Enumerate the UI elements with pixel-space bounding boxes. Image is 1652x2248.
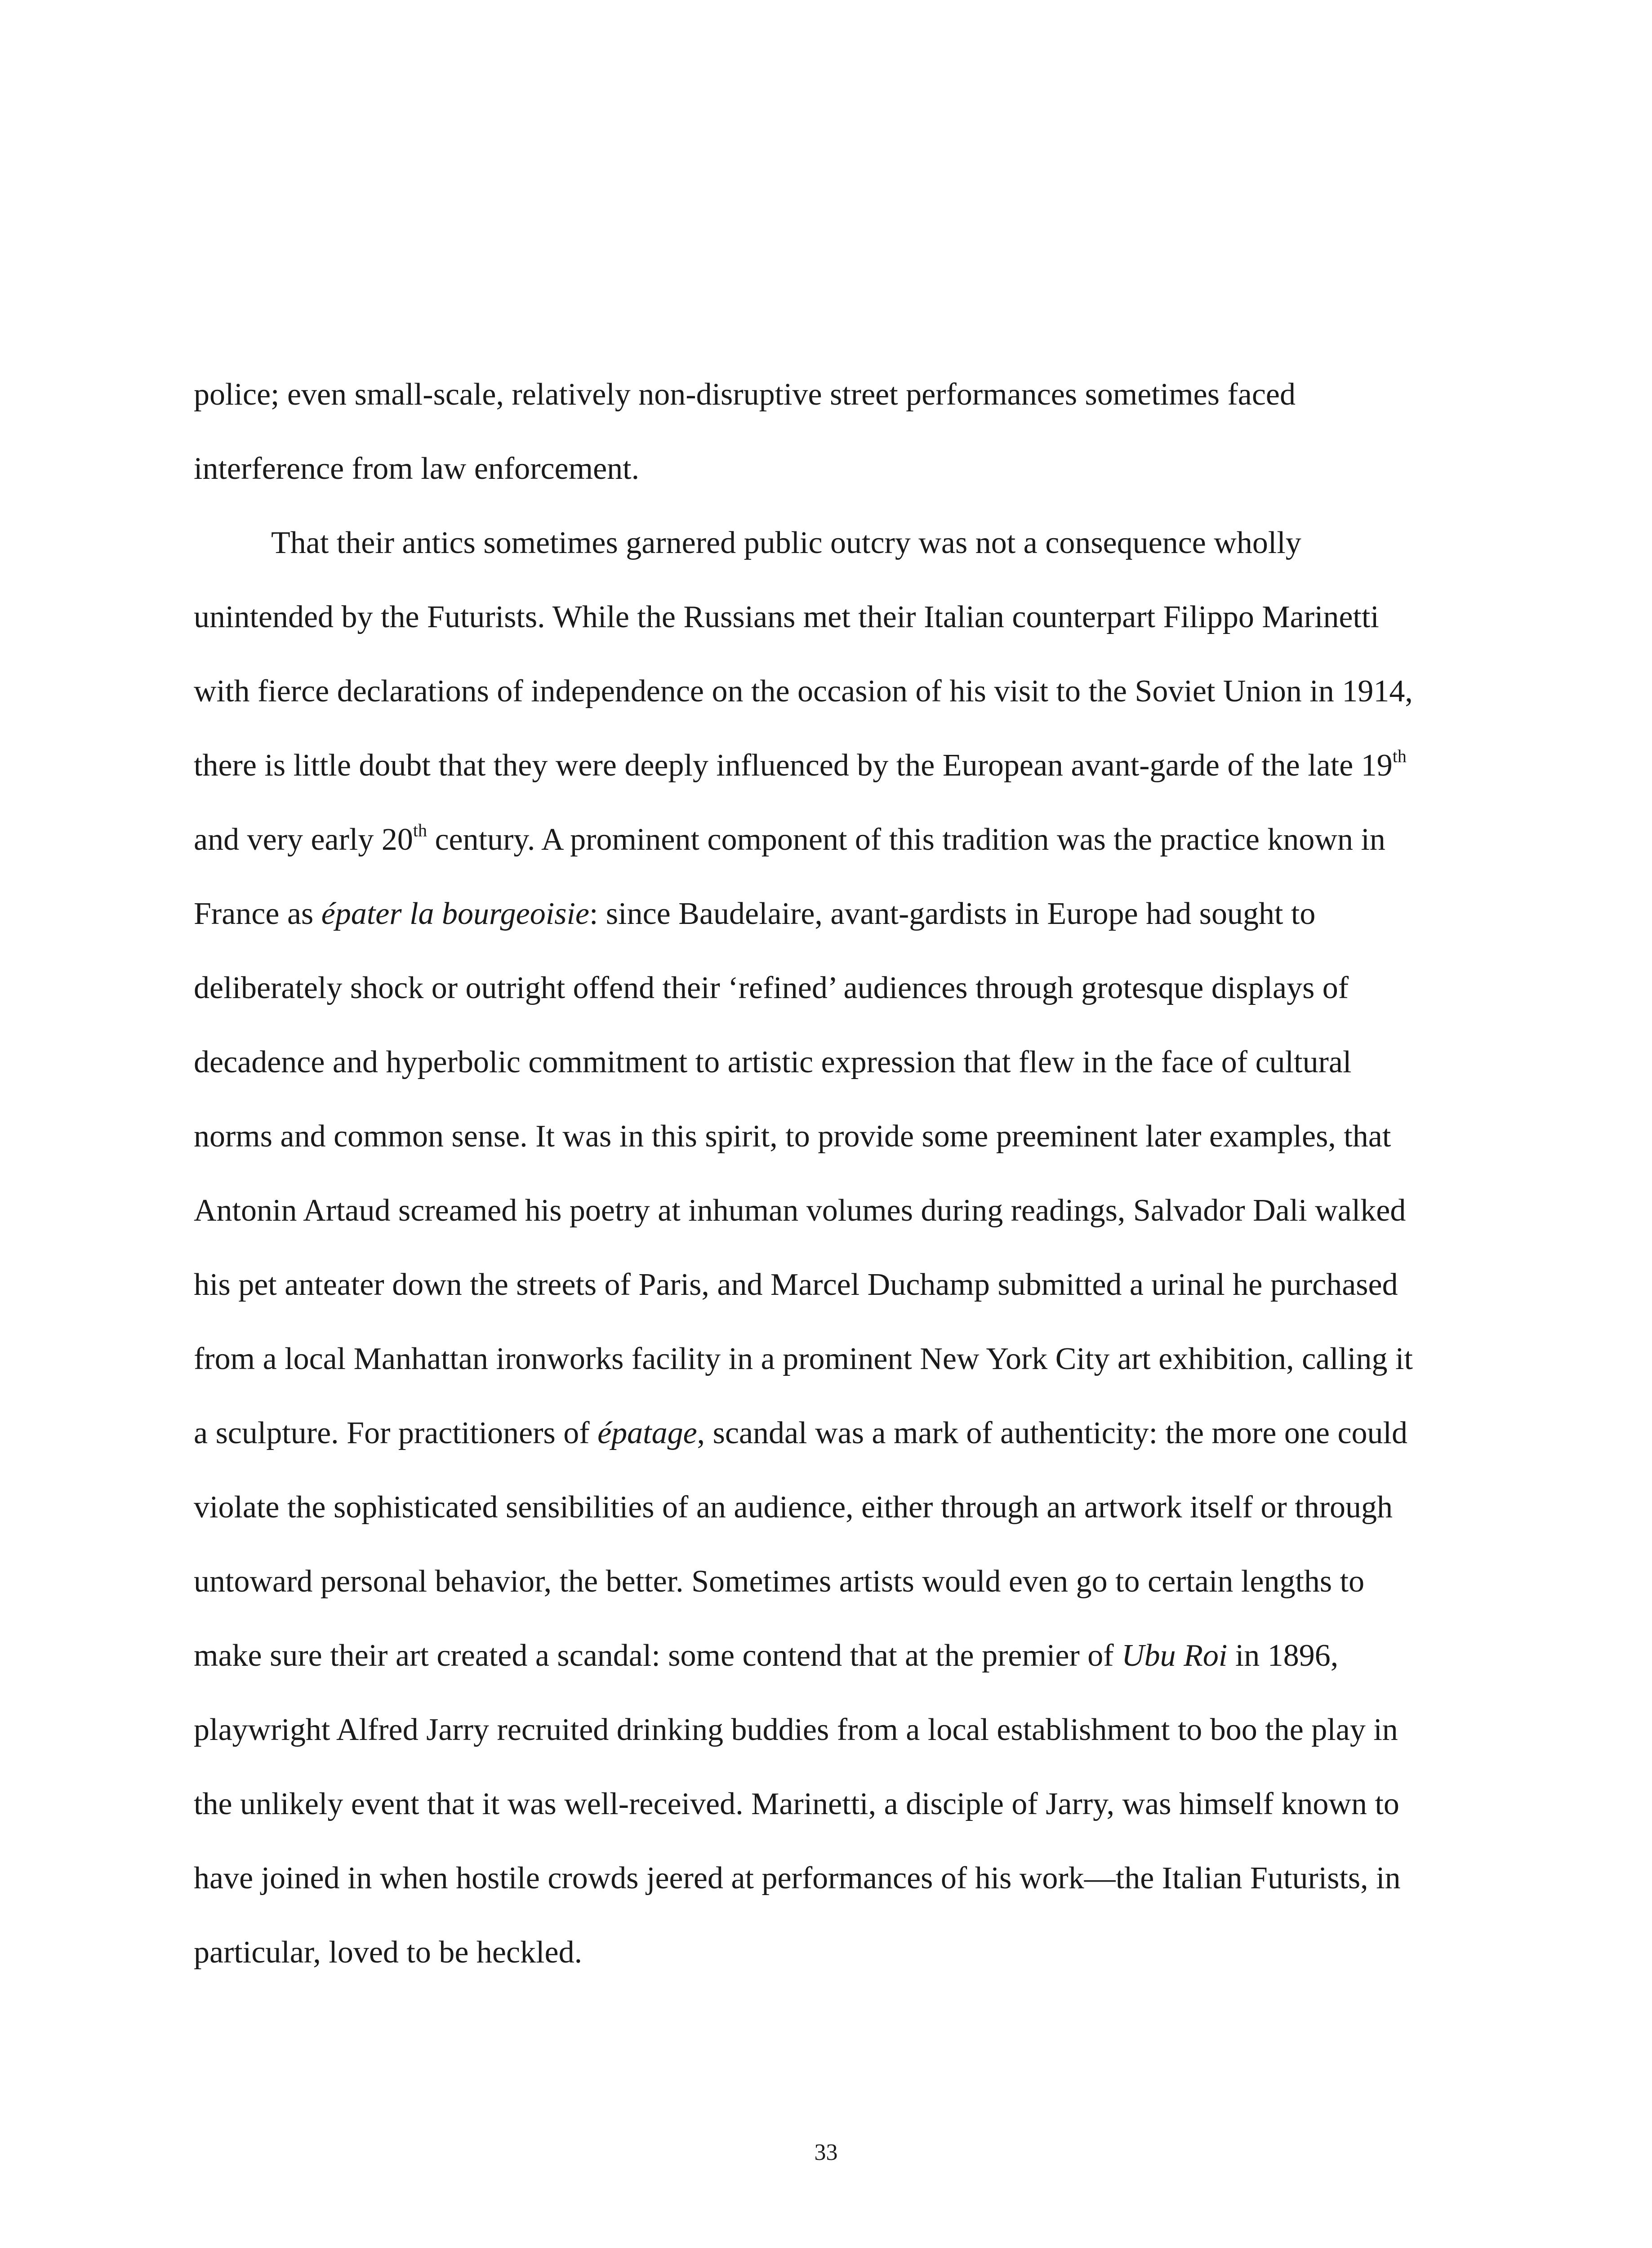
body-text — [194, 357, 1452, 1989]
line-text: have joined in when hostile crowds jeered at performances of his work—the Italian Futurists, in — [194, 1861, 1401, 1896]
text-line — [194, 1841, 1452, 1915]
line-text: : since Baudelaire, avant-gardists in Europe had sought to — [589, 897, 1316, 931]
page-number: 33 — [814, 2140, 838, 2165]
line-text: norms and common sense. It was in this spirit, to provide some preeminent later examples, that — [194, 1119, 1391, 1154]
line-text: from a local Manhattan ironworks facility in a prominent New York City art exhibition, calling it — [194, 1342, 1413, 1376]
text-line — [194, 1248, 1452, 1322]
line-text: unintended by the Futurists. While the Russians met their Italian counterpart Filippo Marinetti — [194, 600, 1379, 634]
text-line — [194, 432, 1452, 506]
text-line — [194, 580, 1452, 654]
line-text: violate the sophisticated sensibilities of an audience, either through an artwork itself or through — [194, 1490, 1393, 1525]
line-text: the unlikely event that it was well-received. Marinetti, a disciple of Jarry, was himself known to — [194, 1787, 1399, 1821]
line-text: That their antics sometimes garnered public outcry was not a consequence wholly — [271, 526, 1301, 560]
text-line — [194, 951, 1452, 1025]
line-text: his pet anteater down the streets of Paris, and Marcel Duchamp submitted a urinal he purchased — [194, 1267, 1398, 1302]
line-text: make sure their art created a scandal: some contend that at the premier of — [194, 1638, 1122, 1673]
text-line — [194, 1915, 1452, 1989]
text-line — [194, 1619, 1452, 1693]
line-text: France as — [194, 897, 321, 931]
text-line — [194, 1693, 1452, 1767]
text-line — [194, 1470, 1452, 1544]
line-text: playwright Alfred Jarry recruited drinking buddies from a local establishment to boo the play in — [194, 1713, 1398, 1747]
line-text: a sculpture. For practitioners of — [194, 1416, 598, 1450]
line-text: in 1896, — [1227, 1638, 1339, 1673]
text-line — [194, 1025, 1452, 1099]
text-line — [194, 357, 1452, 432]
line-text: Antonin Artaud screamed his poetry at inhuman volumes during readings, Salvador Dali walked — [194, 1193, 1406, 1228]
text-line — [194, 1173, 1452, 1248]
text-line — [194, 1099, 1452, 1173]
text-line — [194, 877, 1452, 951]
text-line — [194, 1396, 1452, 1470]
text-line — [194, 654, 1452, 728]
text-line — [194, 728, 1452, 803]
line-text: there is little doubt that they were deeply influenced by the European avant-garde of the late 19 — [194, 748, 1393, 783]
text-line — [194, 1322, 1452, 1396]
line-text: with fierce declarations of independence on the occasion of his visit to the Soviet Union in 1914, — [194, 674, 1413, 709]
line-text: interference from law enforcement. — [194, 451, 640, 486]
line-text: and very early 20 — [194, 822, 413, 857]
text-line — [194, 803, 1452, 877]
ordinal-superscript: th — [1392, 745, 1407, 766]
italic-term: épater la bourgeoisie — [321, 897, 589, 931]
italic-title: Ubu Roi — [1122, 1638, 1228, 1673]
text-line — [194, 506, 1452, 580]
line-text: , scandal was a mark of authenticity: the more one could — [697, 1416, 1407, 1450]
line-text: decadence and hyperbolic commitment to artistic expression that flew in the face of cultural — [194, 1045, 1352, 1079]
line-text: particular, loved to be heckled. — [194, 1935, 583, 1970]
ordinal-superscript: th — [413, 820, 427, 840]
line-text: century. A prominent component of this tradition was the practice known in — [427, 822, 1385, 857]
text-line — [194, 1544, 1452, 1619]
line-text: untoward personal behavior, the better. Sometimes artists would even go to certain lengths to — [194, 1564, 1365, 1599]
line-text: deliberately shock or outright offend their ‘refined’ audiences through grotesque displays of — [194, 971, 1349, 1005]
text-line — [194, 1767, 1452, 1841]
italic-term: épatage — [597, 1416, 697, 1450]
line-text: police; even small-scale, relatively non-disruptive street performances sometimes faced — [194, 377, 1296, 412]
